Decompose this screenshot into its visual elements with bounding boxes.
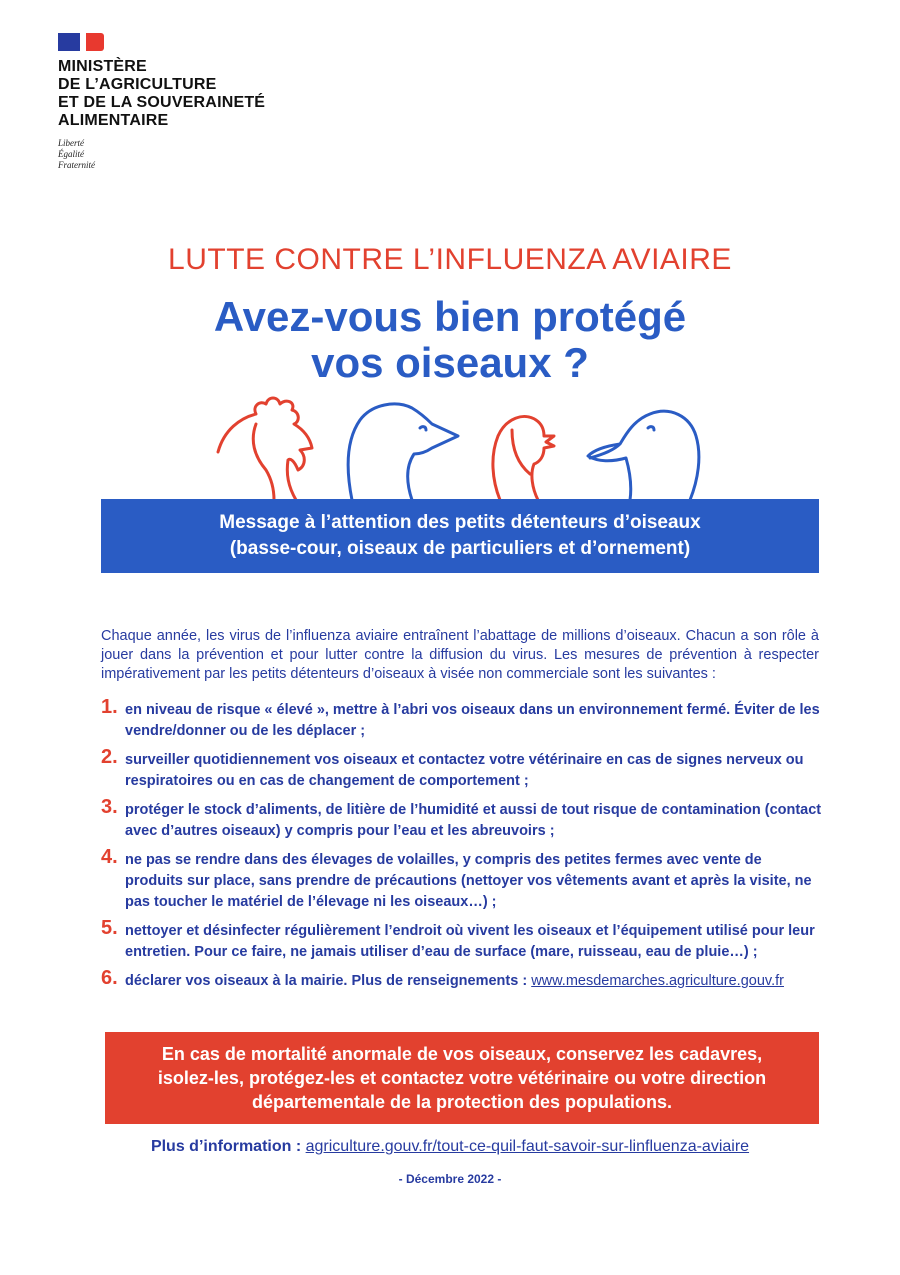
motto-line: Égalité <box>58 149 84 159</box>
measure-text: protéger le stock d’aliments, de litière de l’humidité et aussi de tout risque de contamination (contact avec d’autres oiseaux) y compris pour l’eau et les abreuvoirs ; <box>125 802 822 839</box>
more-info-link[interactable]: agriculture.gouv.fr/tout-ce-quil-faut-savoir-sur-linfluenza-aviaire <box>305 1138 750 1155</box>
duck-icon <box>588 411 699 500</box>
measure-number: 5. <box>101 917 118 939</box>
campaign-kicker: LUTTE CONTRE L’INFLUENZA AVIAIRE <box>168 243 732 276</box>
mortality-alert-banner <box>105 1032 819 1124</box>
ministry-name <box>58 58 328 130</box>
ministry-line: ALIMENTAIRE <box>58 112 169 129</box>
audience-banner <box>101 499 819 573</box>
rooster-icon <box>218 398 312 500</box>
measure-number: 3. <box>101 796 118 818</box>
motto-line: Liberté <box>58 138 84 148</box>
measure-number: 6. <box>101 967 118 989</box>
measure-number: 2. <box>101 746 118 768</box>
alert-line: départementale de la protection des populations. <box>251 1092 673 1112</box>
measure-text: en niveau de risque « élevé », mettre à l’abri vos oiseaux dans un environnement fermé. Éviter de les vendre/donner ou de les déplacer ; <box>125 702 820 739</box>
alert-line: isolez-les, protégez-les et contactez votre vétérinaire ou votre direction <box>157 1068 767 1088</box>
banner-line: Message à l’attention des petits détenteurs d’oiseaux <box>219 512 701 533</box>
measure-item <box>101 796 823 842</box>
republic-motto <box>58 138 328 171</box>
measure-text: nettoyer et désinfecter régulièrement l’endroit où vivent les oiseaux et l’équipement utilisé pour leur entretien. Pour ce faire, ne jamais utiliser d’eau de surface (mare, ruisseau, eau de pluie…) ; <box>125 923 815 960</box>
headline-line: Avez-vous bien protégé <box>213 293 687 340</box>
ministry-logo <box>58 32 328 171</box>
publication-date: - Décembre 2022 - <box>398 1172 502 1186</box>
measure-number: 4. <box>101 846 118 868</box>
turkey-icon <box>493 417 554 500</box>
more-info <box>0 1138 900 1156</box>
measure-item <box>101 967 823 992</box>
banner-line: (basse-cour, oiseaux de particuliers et d’ornement) <box>229 538 691 559</box>
measure-item <box>101 746 823 792</box>
measure-item <box>101 696 823 742</box>
birds-illustration <box>200 390 720 502</box>
headline-line: vos oiseaux ? <box>311 339 589 386</box>
mesdemarches-link[interactable]: www.mesdemarches.agriculture.gouv.fr <box>531 973 784 989</box>
measure-text: surveiller quotidiennement vos oiseaux et contactez votre vétérinaire en cas de signes nerveux ou respiratoires ou en cas de changement de comportement ; <box>125 752 804 789</box>
motto-line: Fraternité <box>58 160 95 170</box>
page-title <box>0 294 900 386</box>
intro-paragraph: Chaque année, les virus de l’influenza aviaire entraînent l’abattage de millions d’oiseaux. Chacun a son rôle à jouer dans la prévention et pour lutter contre la diffusion du virus. Les mesures de prévention à respecter impérativement par les petits détenteurs d’oiseaux à visée non commerciale sont les suivantes : <box>101 627 819 682</box>
measure-number: 1. <box>101 696 118 718</box>
ministry-line: DE L’AGRICULTURE <box>58 76 217 93</box>
measure-item <box>101 917 823 963</box>
marianne-flag-icon <box>58 32 328 52</box>
ministry-line: ET DE LA SOUVERAINETÉ <box>58 94 266 111</box>
measure-item <box>101 846 823 913</box>
prevention-measures-list <box>101 696 823 992</box>
goose-icon <box>348 404 458 500</box>
more-info-label: Plus d’information : <box>150 1138 302 1155</box>
measure-text: ne pas se rendre dans des élevages de volailles, y compris des petites fermes avec vente de produits sur place, sans prendre de précautions (nettoyer vos vêtements avant et après la visite, ne pas toucher le matériel de l’élevage ni les oiseaux…) ; <box>125 852 812 910</box>
alert-line: En cas de mortalité anormale de vos oiseaux, conservez les cadavres, <box>161 1044 763 1064</box>
measure-text: déclarer vos oiseaux à la mairie. Plus de renseignements : <box>125 973 528 989</box>
ministry-line: MINISTÈRE <box>58 58 147 75</box>
